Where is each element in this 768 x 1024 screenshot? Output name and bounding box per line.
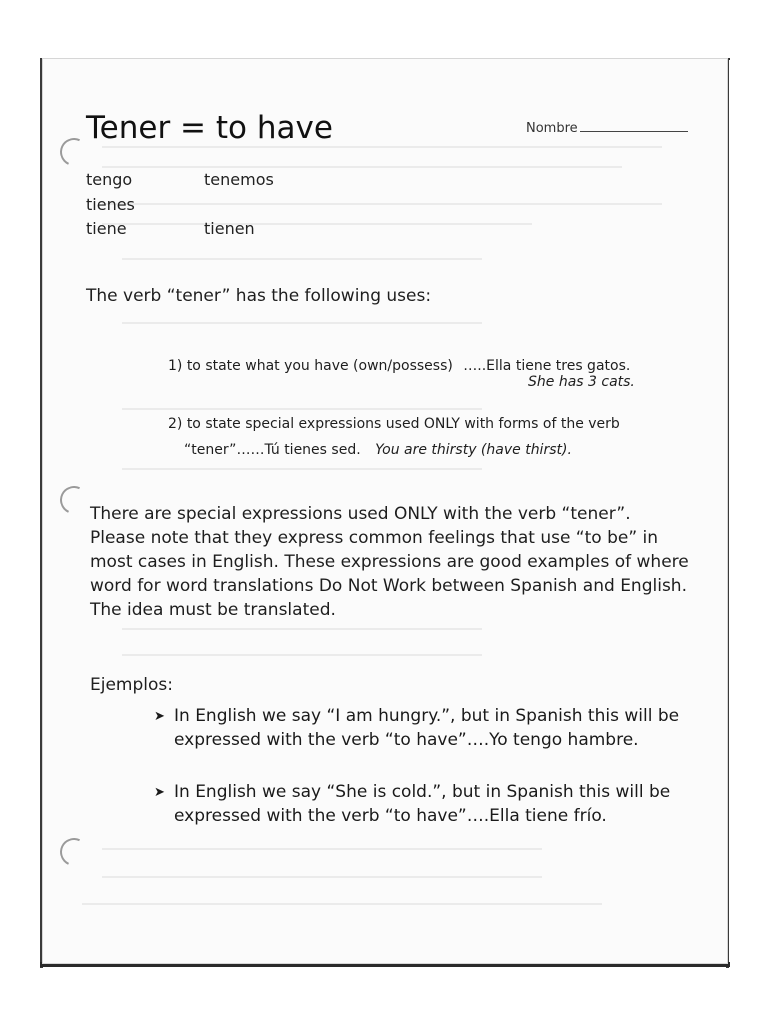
- arrow-bullet-icon: ➤: [154, 709, 165, 724]
- use-1-label: 1) to state what you have (own/possess): [168, 358, 453, 374]
- bleed-through-line: [122, 322, 482, 324]
- bleed-through-line: [122, 654, 482, 656]
- bleed-through-line: [122, 258, 482, 260]
- bleed-through-line: [102, 876, 542, 878]
- bleed-through-line: [102, 848, 542, 850]
- bleed-through-line: [102, 166, 622, 168]
- binder-hole-icon: [56, 482, 92, 518]
- conjugation-el: tiene: [86, 219, 127, 238]
- examples-heading: Ejemplos:: [90, 675, 173, 695]
- bleed-through-line: [122, 468, 482, 470]
- conjugation-nosotros: tenemos: [204, 170, 274, 189]
- name-label: Nombre: [526, 121, 578, 136]
- bleed-through-line: [122, 628, 482, 630]
- bleed-through-line: [82, 903, 602, 905]
- example-text: In English we say “I am hungry.”, but in Spanish this will be expressed with the verb “to have”….Yo tengo hambre.: [174, 706, 680, 750]
- bleed-through-line: [102, 203, 662, 205]
- conjugation-yo: tengo: [86, 170, 133, 189]
- use-1-example: …..Ella tiene tres gatos.: [463, 358, 631, 374]
- worksheet-page: [42, 58, 728, 964]
- name-blank[interactable]: [580, 119, 688, 132]
- example-item: [154, 704, 694, 752]
- special-expressions-paragraph: There are special expressions used ONLY with the verb “tener”. Please note that they express common feelings that use “to be” in most cases in English. These expressions are good examples of where word for word translations Do Not Work between Spanish and English. The idea must be translated.: [90, 504, 689, 620]
- uses-heading: The verb “tener” has the following uses:: [86, 286, 432, 306]
- use-2-line-2: [184, 442, 572, 458]
- conjugation-ellos: tienen: [204, 219, 255, 238]
- use-1: [168, 358, 630, 374]
- binder-hole-icon: [56, 834, 92, 870]
- use-2-line-1: 2) to state special expressions used ONLY with forms of the verb: [168, 416, 620, 432]
- bleed-through-line: [102, 146, 662, 148]
- bleed-through-line: [122, 408, 482, 410]
- bleed-through-line: [102, 223, 532, 225]
- use-1-translation: She has 3 cats.: [528, 374, 635, 390]
- conjugation-tu: tienes: [86, 195, 135, 214]
- example-item: [154, 780, 694, 828]
- example-text: In English we say “She is cold.”, but in Spanish this will be expressed with the verb “to have”….Ella tiene frío.: [174, 782, 671, 826]
- use-2-example: “tener”……Tú tienes sed.: [184, 442, 361, 458]
- name-field[interactable]: [526, 119, 688, 136]
- page-title: Tener = to have: [86, 110, 333, 146]
- use-2-translation: You are thirsty (have thirst).: [375, 442, 572, 458]
- arrow-bullet-icon: ➤: [154, 785, 165, 800]
